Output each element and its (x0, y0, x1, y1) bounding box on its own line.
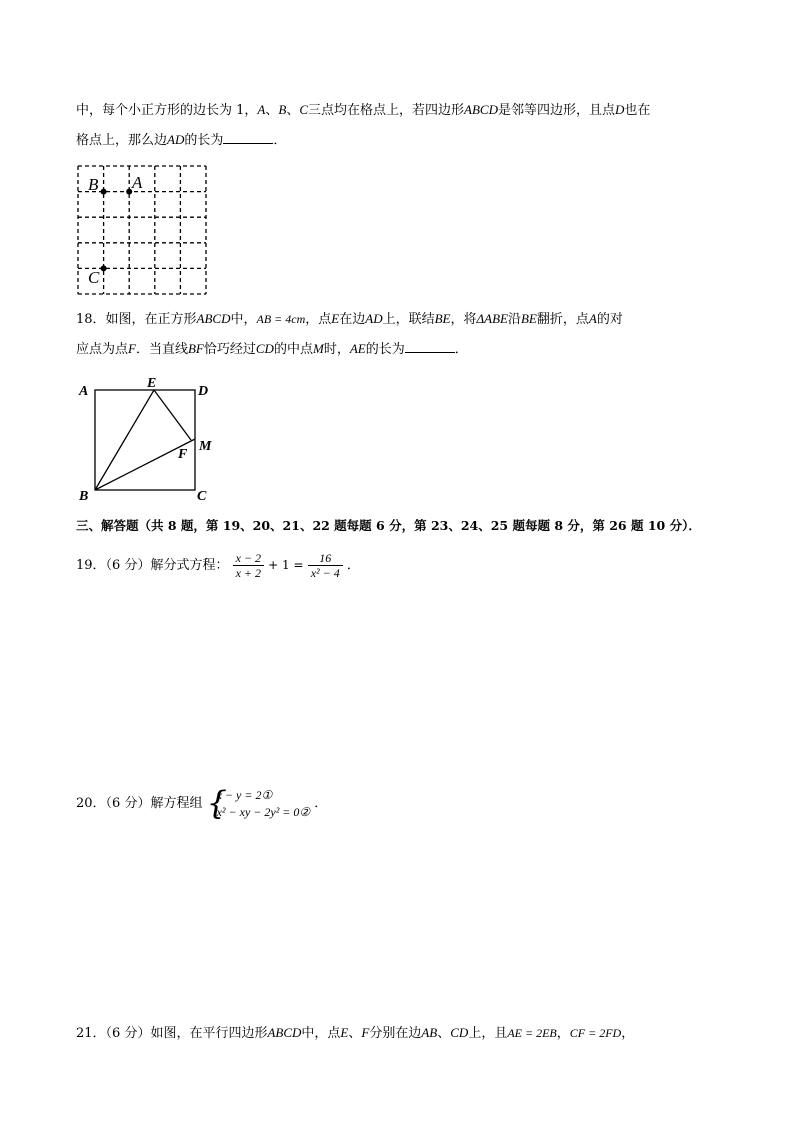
fraction-1: $\frac{x - 2}{x + 2}$ (233, 551, 264, 580)
q20: 20．（6 分）解方程组 { x − y = 2① x² − xy − 2y² = 0② ． (76, 783, 328, 822)
label-f: F (178, 447, 188, 462)
label-c: C (197, 489, 207, 504)
q21-line-1: 21．（6 分）如图，在平行四边形ABCD中，点E、F分别在边AB、CD上，且AE = 2EB，CF = 2FD， (76, 1025, 635, 1041)
label-a: A (132, 173, 143, 192)
label-e: E (147, 376, 157, 391)
label-m: M (199, 439, 212, 454)
section-3-heading: 三、解答题（共 8 题，第 19、20、21、22 题每题 6 分，第 23、24、25 题每题 8 分，第 26 题 10 分）． (76, 518, 701, 533)
q17-line-1: 中，每个小正方形的边长为 1，A、B、C三点均在格点上，若四边形ABCD是邻等四边形，且点D也在 (76, 102, 651, 118)
q18-line-2: 应点为点F．当直线BF恰巧经过CD的中点M时，AE的长为 ． (76, 341, 468, 357)
q17-line-2: 格点上，那么边AD的长为 ． (76, 132, 287, 148)
q18-square-figure (74, 372, 224, 507)
label-b: B (79, 489, 89, 504)
q17-grid-figure (72, 160, 212, 300)
answer-blank[interactable] (405, 340, 455, 353)
equation-system: { x − y = 2① x² − xy − 2y² = 0② (206, 783, 311, 822)
label-a: A (79, 384, 89, 399)
label-d: D (198, 384, 209, 399)
label-c: C (88, 268, 100, 287)
label-b: B (88, 175, 99, 194)
q18-line-1: 18．如图，在正方形ABCD中，AB = 4cm，点E在边AD上，联结BE，将ΔABE沿BE翻折，点A的对 (76, 311, 623, 327)
fraction-2: $\frac{16}{\text{x² − 4}}$ (308, 551, 343, 580)
point-c (101, 265, 107, 271)
answer-blank[interactable] (223, 131, 273, 144)
point-b (101, 189, 107, 195)
q19: 19．（6 分）解分式方程： $\frac{x - 2}{x + 2}$ + 1 = $\frac{16}{\text{x² − 4}}$ ． (76, 551, 360, 580)
